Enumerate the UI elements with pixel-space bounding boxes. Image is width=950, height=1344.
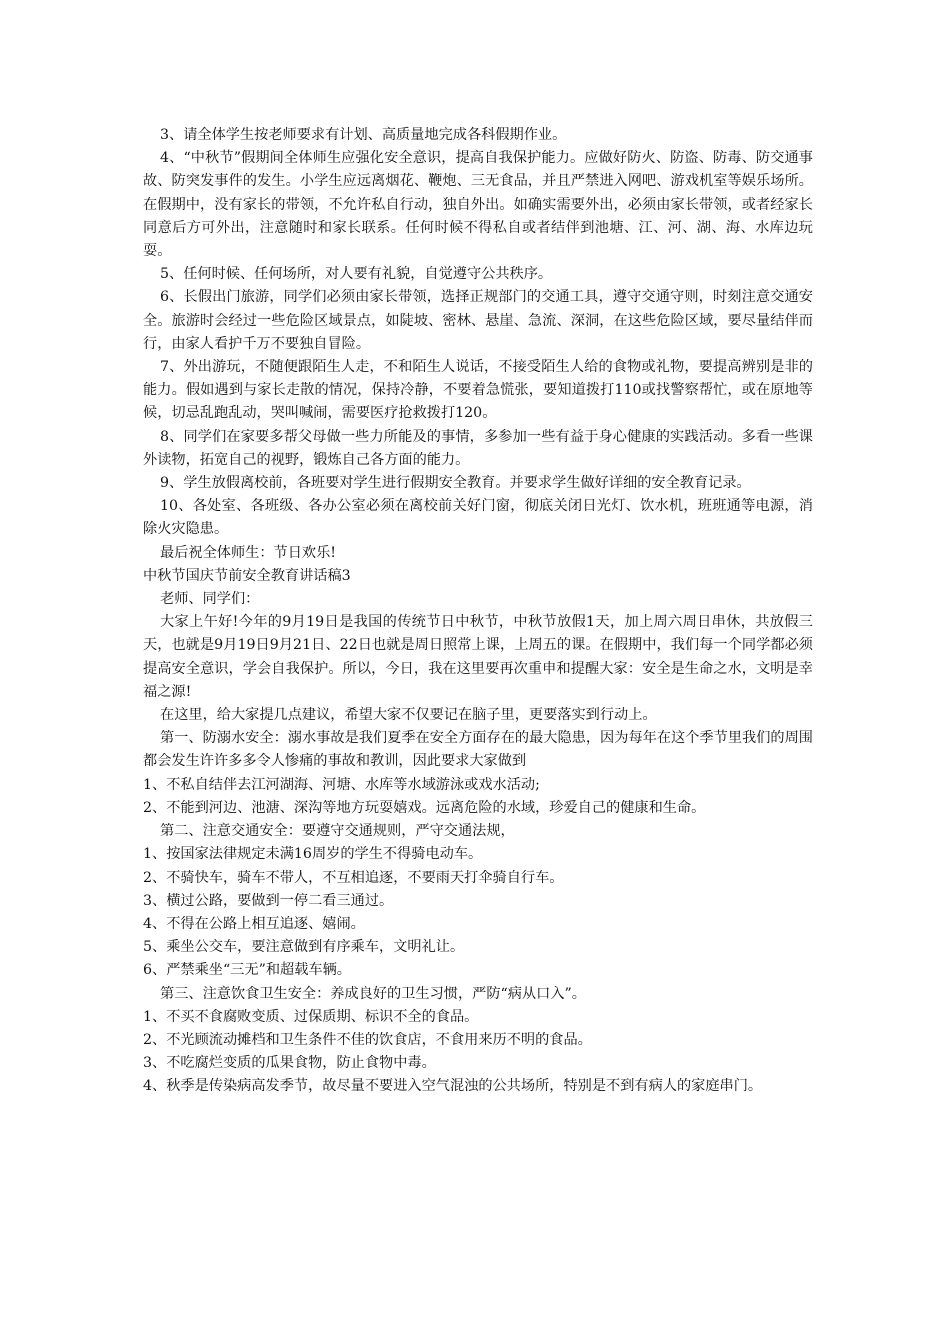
document-paragraph: 在这里，给大家提几点建议，希望大家不仅要记在脑子里，更要落实到行动上。 <box>160 707 657 724</box>
document-paragraph: 第三、注意饮食卫生安全：养成良好的卫生习惯，严防“病从口入”。 <box>160 985 586 1002</box>
document-paragraph: 4、秋季是传染病高发季节，故尽量不要进入空气混浊的公共场所，特别是不到有病人的家庭串门。 <box>143 1078 763 1095</box>
document-paragraph: 2、不骑快车，骑车不带人，不互相追逐，不要雨天打伞骑自行车。 <box>143 869 564 886</box>
document-paragraph: 4、“中秋节”假期间全体师生应强化安全意识，提高自我保护能力。应做好防火、防盗、防毒、防交通事故、防突发事件的发生。小学生应远离烟花、鞭炮、三无食品，并且严禁进入网吧、游戏机室等娱乐场所。在假期中，没有家长的带领，不允许私自行动，独自外出。如确实需要外出，必须由家长带领，或者经家长同意后方可外出，注意随时和家长联系。任何时候不得私自或者结伴到池塘、江、河、湖、海、水库边玩耍。 <box>143 150 813 260</box>
document-paragraph: 大家上午好!今年的9月19日是我国的传统节日中秋节，中秋节放假1天，加上周六周日串休，共放假三天，也就是9月19日9月21日、22日也就是周日照常上课，上周五的课。在假期中，我们每一个同学都必须提高安全意识，学会自我保护。所以，今日，我在这里要再次重申和提醒大家：安全是生命之水，文明是幸福之源! <box>143 614 813 700</box>
document-paragraph: 2、不光顾流动摊档和卫生条件不佳的饮食店，不食用来历不明的食品。 <box>143 1031 592 1048</box>
document-paragraph: 2、不能到河边、池溏、深沟等地方玩耍嬉戏。远离危险的水域，珍爱自己的健康和生命。 <box>143 799 706 816</box>
document-paragraph: 中秋节国庆节前安全教育讲话稿3 <box>143 567 351 584</box>
document-paragraph: 10、各处室、各班级、各办公室必须在离校前关好门窗，彻底关闭日光灯、饮水机，班班通等电源，消除火灾隐患。 <box>143 498 813 538</box>
document-paragraph: 3、请全体学生按老师要求有计划、高质量地完成各科假期作业。 <box>160 127 567 143</box>
document-paragraph: 6、严禁乘坐“三无”和超载车辆。 <box>143 962 351 979</box>
document-paragraph: 9、学生放假离校前，各班要对学生进行假期安全教育。并要求学生做好详细的安全教育记录。 <box>160 475 751 492</box>
document-paragraph: 1、不买不食腐败变质、过保质期、标识不全的食品。 <box>143 1008 479 1025</box>
document-paragraph: 1、按国家法律规定未满16周岁的学生不得骑电动车。 <box>143 846 483 863</box>
document-paragraph: 第一、防溺水安全：溺水事故是我们夏季在安全方面存在的最大隐患，因为每年在这个季节里我们的周围都会发生许许多多令人惨痛的事故和教训，因此要求大家做到 <box>143 730 813 770</box>
document-paragraph: 4、不得在公路上相互追逐、嬉闹。 <box>143 915 365 932</box>
document-paragraph: 第二、注意交通安全：要遵守交通规则，严守交通法规， <box>160 823 515 840</box>
document-paragraph: 5、任何时候、任何场所，对人要有礼貌，自觉遵守公共秩序。 <box>160 266 553 283</box>
document-paragraph: 6、长假出门旅游，同学们必须由家长带领，选择正规部门的交通工具，遵守交通守则，时刻注意交通安全。旅游时会经过一些危险区域景点，如陡坡、密林、悬崖、急流、深洞，在这些危险区域，要尽量结伴而行，由家人看护千万不要独自冒险。 <box>143 289 813 352</box>
document-paragraph: 8、同学们在家要多帮父母做一些力所能及的事情，多参加一些有益于身心健康的实践活动。多看一些课外读物，拓宽自己的视野，锻炼自己各方面的能力。 <box>143 428 813 468</box>
document-body <box>143 124 813 1099</box>
document-paragraph: 最后祝全体师生：节日欢乐! <box>160 544 336 561</box>
document-paragraph: 5、乘坐公交车，要注意做到有序乘车，文明礼让。 <box>143 939 465 956</box>
document-paragraph: 7、外出游玩，不随便跟陌生人走，不和陌生人说话，不接受陌生人给的食物或礼物，要提高辨别是非的能力。假如遇到与家长走散的情况，保持冷静，不要着急慌张，要知道拨打110或找警察帮忙，或在原地等候，切忌乱跑乱动，哭叫喊闹，需要医疗抢救拨打120。 <box>143 359 813 422</box>
document-paragraph: 老师、同学们： <box>160 591 260 608</box>
document-paragraph: 3、横过公路，要做到一停二看三通过。 <box>143 892 394 909</box>
document-paragraph: 3、不吃腐烂变质的瓜果食物，防止食物中毒。 <box>143 1055 436 1072</box>
document-paragraph: 1、不私自结伴去江河湖海、河塘、水库等水域游泳或戏水活动; <box>143 776 540 793</box>
